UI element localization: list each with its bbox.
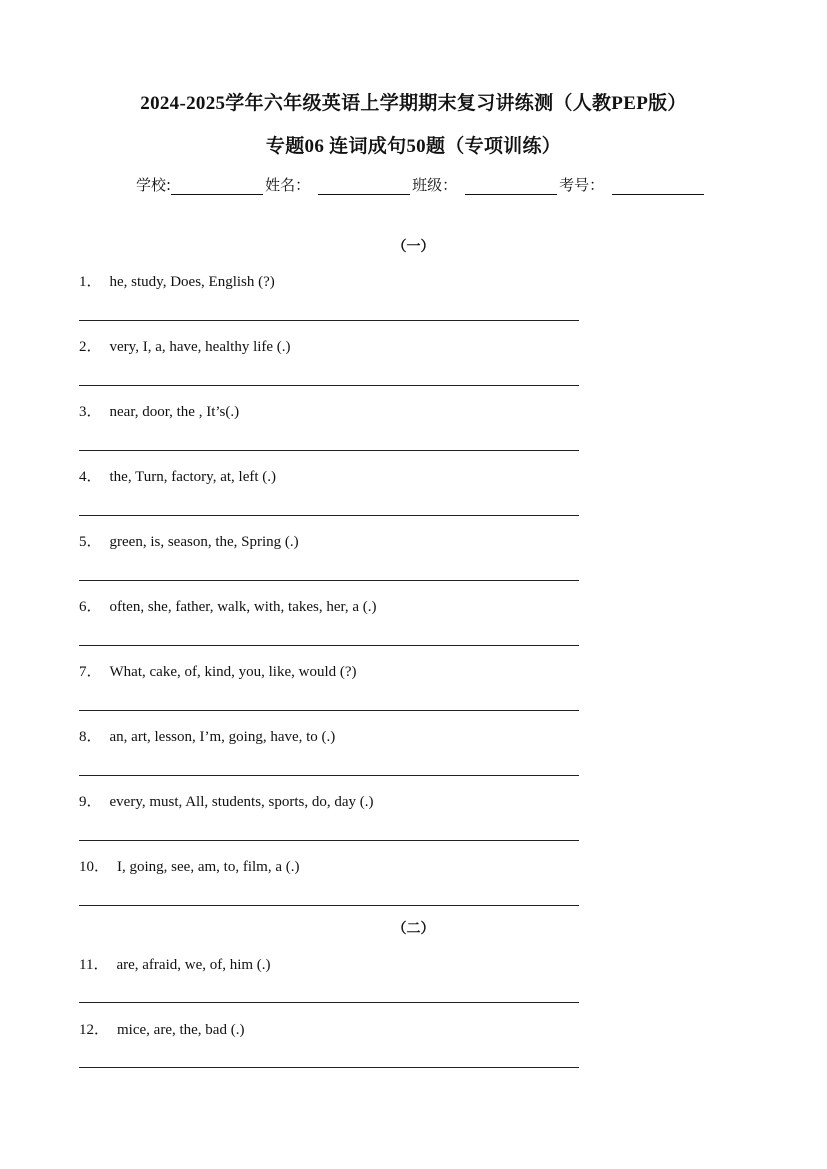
question-number: 12． [79,1022,110,1038]
question-text: he, study, Does, English (?) [109,274,275,290]
question-text: the, Turn, factory, at, left (.) [109,469,277,485]
question-text: near, door, the , It’s(.) [109,404,240,420]
question-number: 2． [79,339,102,355]
answer-line[interactable] [79,320,579,321]
exam-number-label: 考号： [559,176,605,194]
school-field[interactable] [171,178,263,195]
name-field[interactable] [318,178,410,195]
question-item [79,725,335,746]
exam-number-field[interactable] [612,178,704,195]
answer-line[interactable] [79,1067,579,1068]
question-number: 6． [79,599,102,615]
question-text: I, going, see, am, to, film, a (.) [117,859,300,875]
question-text: very, I, a, have, healthy life (.) [109,339,291,355]
answer-line[interactable] [79,710,579,711]
question-item [79,1018,244,1039]
answer-line[interactable] [79,515,579,516]
class-field[interactable] [465,178,557,195]
question-number: 8． [79,729,102,745]
question-text: an, art, lesson, I’m, going, have, to (.) [109,729,336,745]
question-item [79,270,275,291]
answer-line[interactable] [79,385,579,386]
page-subtitle: 专题06 连词成句50题（专项训练） [265,136,562,157]
name-label: 姓名： [265,176,311,194]
question-text: often, she, father, walk, with, takes, her, a (.) [109,599,377,615]
page-title: 2024-2025学年六年级英语上学期期末复习讲练测（人教PEP版） [140,93,687,114]
student-info-row [136,174,706,195]
question-text: What, cake, of, kind, you, like, would (?) [109,664,357,680]
question-number: 3． [79,404,102,420]
question-item [79,530,299,551]
question-number: 7． [79,664,102,680]
question-item [79,953,271,974]
question-number: 9． [79,794,102,810]
question-number: 4． [79,469,102,485]
section-title-2: （二） [392,921,435,937]
answer-line[interactable] [79,905,579,906]
answer-line[interactable] [79,840,579,841]
question-item [79,660,357,681]
answer-line[interactable] [79,450,579,451]
question-number: 1． [79,274,102,290]
question-text: mice, are, the, bad (.) [117,1022,245,1038]
answer-line[interactable] [79,580,579,581]
question-number: 5． [79,534,102,550]
question-number: 11． [79,957,109,973]
answer-line[interactable] [79,775,579,776]
question-item [79,595,377,616]
question-item [79,790,374,811]
question-item [79,335,291,356]
question-item [79,855,299,876]
question-text: are, afraid, we, of, him (.) [116,957,271,973]
question-item [79,465,276,486]
answer-line[interactable] [79,1002,579,1003]
question-text: green, is, season, the, Spring (.) [109,534,299,550]
section-title-1: （一） [392,239,435,255]
question-text: every, must, All, students, sports, do, day (.) [109,794,374,810]
answer-line[interactable] [79,645,579,646]
question-number: 10． [79,859,110,875]
class-label: 班级： [412,176,458,194]
question-item [79,400,239,421]
school-label: 学校: [136,176,172,194]
